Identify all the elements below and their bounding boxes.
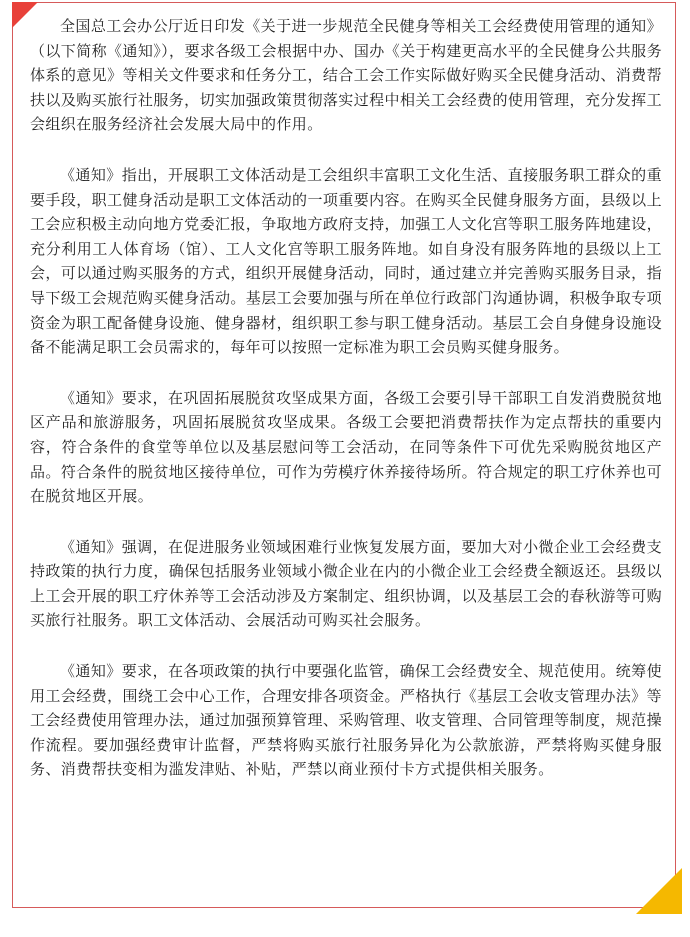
paragraph-service-industry: 《通知》强调，在促进服务业领域困难行业恢复发展方面，要加大对小微企业工会经费支持政策的执行力度，确保包括服务业领域小微企业在内的小微企业工会经费全额返还。县级以上工会开展的职工疗休养等工会活动涉及方案制定、组织协调，以及基层工会的春秋游等可购买旅行社服务。职工文体活动、会展活动可购买社会服务。 xyxy=(30,537,662,630)
corner-decoration-bottom-right xyxy=(636,868,682,914)
paragraph-intro: 全国总工会办公厅近日印发《关于进一步规范全民健身等相关工会经费使用管理的通知》（以下简称《通知》），要求各级工会根据中办、国办《关于构建更高水平的全民健身公共服务体系的意见》等相关文件要求和任务分工，结合工会工作实际做好购买全民健身活动、消费帮扶以及购买旅行社服务，切实加强政策贯彻落实过程中相关工会经费的使用管理，充分发挥工会组织在服务经济社会发展大局中的作用。 xyxy=(30,17,662,134)
paragraph-supervision: 《通知》要求，在各项政策的执行中要强化监管，确保工会经费安全、规范使用。统筹使用工会经费，围绕工会中心工作，合理安排各项资金。严格执行《基层工会收支管理办法》等工会经费使用管理办法，通过加强预算管理、采购管理、收支管理、合同管理等制度，规范操作流程。要加强经费审计监督，严禁将购买旅行社服务异化为公款旅游，严禁将购买健身服务、消费帮扶变相为滥发津贴、补贴，严禁以商业预付卡方式提供相关服务。 xyxy=(30,662,662,779)
paragraph-poverty-alleviation: 《通知》要求，在巩固拓展脱贫攻坚成果方面，各级工会要引导干部职工自发消费脱贫地区产品和旅游服务，巩固拓展脱贫攻坚成果。各级工会要把消费帮扶作为定点帮扶的重要内容，符合条件的食堂等单位以及基层慰问等工会活动，在同等条件下可优先采购脱贫地区产品。符合条件的脱贫地区接待单位，可作为劳模疗休养接待场所。符合规定的职工疗休养也可在脱贫地区开展。 xyxy=(30,388,662,506)
paragraph-fitness-services: 《通知》指出，开展职工文体活动是工会组织丰富职工文化生活、直接服务职工群众的重要手段，职工健身活动是职工文体活动的一项重要内容。在购买全民健身服务方面，县级以上工会应积极主动向地方党委汇报，争取地方政府支持，加强工人文化宫等职工服务阵地建设，充分利用工人体育场（馆）、工人文化宫等职工服务阵地。如自身没有服务阵地的县级以上工会，可以通过购买服务的方式，组织开展健身活动，同时，通过建立并完善购买服务目录，指导下级工会规范购买健身活动。基层工会要加强与所在单位行政部门沟通协调，积极争取专项资金为职工配备健身设施、健身器材，组织职工参与职工健身活动。基层工会自身健身设施设备不能满足职工会员需求的，每年可以按照一定标准为职工会员购买健身服务。 xyxy=(30,165,662,357)
article-body xyxy=(30,14,662,808)
